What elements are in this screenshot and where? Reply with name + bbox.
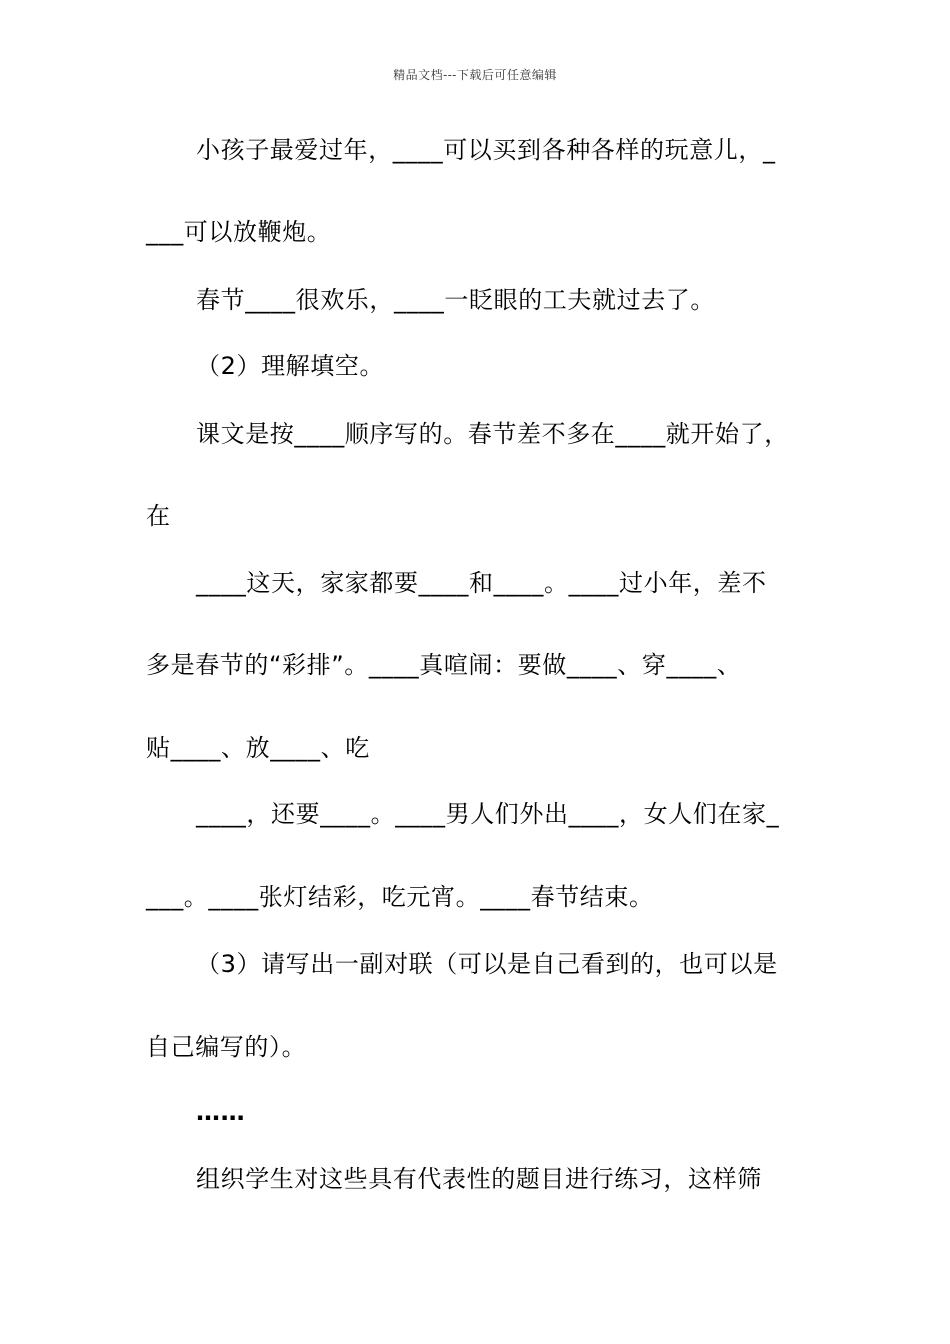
text-line-6: 在 xyxy=(146,502,171,530)
text-line-13: 自己编写的）。 xyxy=(146,1033,307,1061)
text-line-15: 组织学生对这些具有代表性的题目进行练习，这样筛 xyxy=(196,1165,762,1193)
ellipsis-line: …… xyxy=(196,1098,246,1126)
text-line-11: ___。____张灯结彩，吃元宵。____春节结束。 xyxy=(146,883,654,911)
text-line-5: 课文是按____顺序写的。春节差不多在____就开始了， xyxy=(196,420,789,448)
text-line-2: ___可以放鞭炮。 xyxy=(146,218,332,246)
page-header: 精品文档---下载后可任意编辑 xyxy=(393,68,557,82)
text-line-8: 多是春节的“彩排”。____真喧闹：要做____、穿____、 xyxy=(146,651,742,679)
text-line-3: 春节____很欢乐，____一眨眼的工夫就过去了。 xyxy=(196,286,715,314)
text-line-10: ____，还要____。____男人们外出____，女人们在家_ xyxy=(196,800,780,828)
text-line-7: ____这天，家家都要____和____。____过小年，差不 xyxy=(196,569,767,597)
text-line-12: （3）请写出一副对联（可以是自己看到的，也可以是 xyxy=(196,950,778,978)
text-line-9: 贴____、放____、吃 xyxy=(146,734,370,762)
text-line-4: （2）理解填空。 xyxy=(196,352,385,380)
text-line-1: 小孩子最爱过年，____可以买到各种各样的玩意儿，_ xyxy=(196,136,776,164)
